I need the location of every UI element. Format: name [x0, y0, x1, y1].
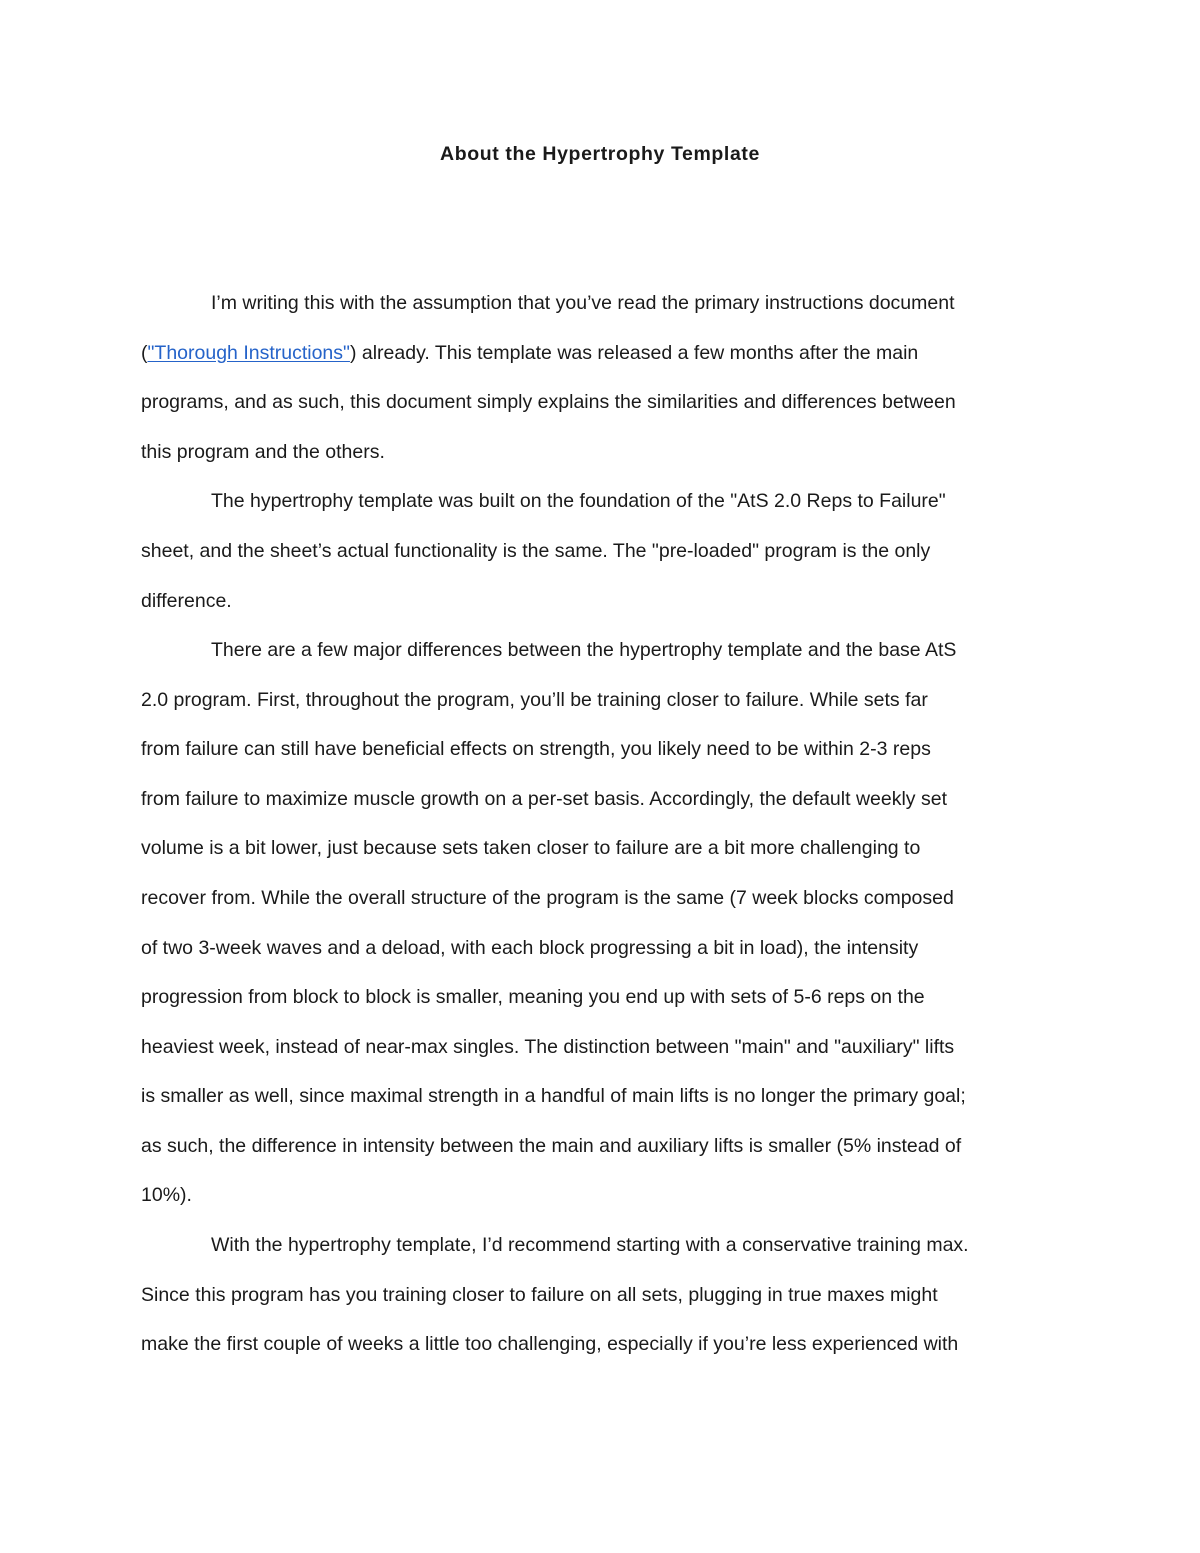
paragraph-line: progression from block to block is smaller, meaning you end up with sets of 5-6 reps on the — [141, 986, 925, 1008]
paragraph-line: difference. — [141, 590, 232, 612]
paragraph-line: is smaller as well, since maximal strength in a handful of main lifts is no longer the primary goal; — [141, 1085, 966, 1107]
paragraph-line: heaviest week, instead of near-max singles. The distinction between "main" and "auxiliary" lifts — [141, 1036, 955, 1058]
thorough-instructions-link[interactable]: "Thorough Instructions" — [147, 342, 350, 364]
paragraph-line: of two 3-week waves and a deload, with each block progressing a bit in load), the intensity — [141, 937, 919, 959]
paragraph-line: 2.0 program. First, throughout the program, you’ll be training closer to failure. While sets far — [141, 689, 928, 711]
paragraph-line: as such, the difference in intensity between the main and auxiliary lifts is smaller (5% instead of — [141, 1135, 962, 1157]
paragraph-line: recover from. While the overall structure of the program is the same (7 week blocks composed — [141, 887, 954, 909]
paragraph-line — [141, 340, 918, 366]
paragraph-line: programs, and as such, this document simply explains the similarities and differences between — [141, 391, 956, 413]
paragraph-line: volume is a bit lower, just because sets taken closer to failure are a bit more challenging to — [141, 837, 921, 859]
document-title: About the Hypertrophy Template — [440, 143, 760, 165]
paragraph-line: There are a few major differences between the hypertrophy template and the base AtS — [211, 639, 957, 661]
paragraph-line: With the hypertrophy template, I’d recommend starting with a conservative training max. — [211, 1234, 969, 1256]
paragraph-line: sheet, and the sheet’s actual functionality is the same. The "pre-loaded" program is the only — [141, 540, 931, 562]
line-text: ) already. This template was released a few months after the main — [349, 342, 919, 364]
paragraph-line: I’m writing this with the assumption that you’ve read the primary instructions document — [211, 292, 955, 314]
paragraph-line: Since this program has you training closer to failure on all sets, plugging in true maxes might — [141, 1284, 938, 1306]
paragraph-line: from failure to maximize muscle growth on a per-set basis. Accordingly, the default weekly set — [141, 788, 947, 810]
paragraph-line: this program and the others. — [141, 441, 385, 463]
paragraph-line: make the first couple of weeks a little too challenging, especially if you’re less experienced with — [141, 1333, 959, 1355]
paragraph-line: from failure can still have beneficial effects on strength, you likely need to be within 2-3 reps — [141, 738, 931, 760]
paragraph-line: 10%). — [141, 1184, 192, 1206]
open-paren: ( — [141, 342, 148, 364]
paragraph-line: The hypertrophy template was built on the foundation of the "AtS 2.0 Reps to Failure" — [211, 490, 946, 512]
